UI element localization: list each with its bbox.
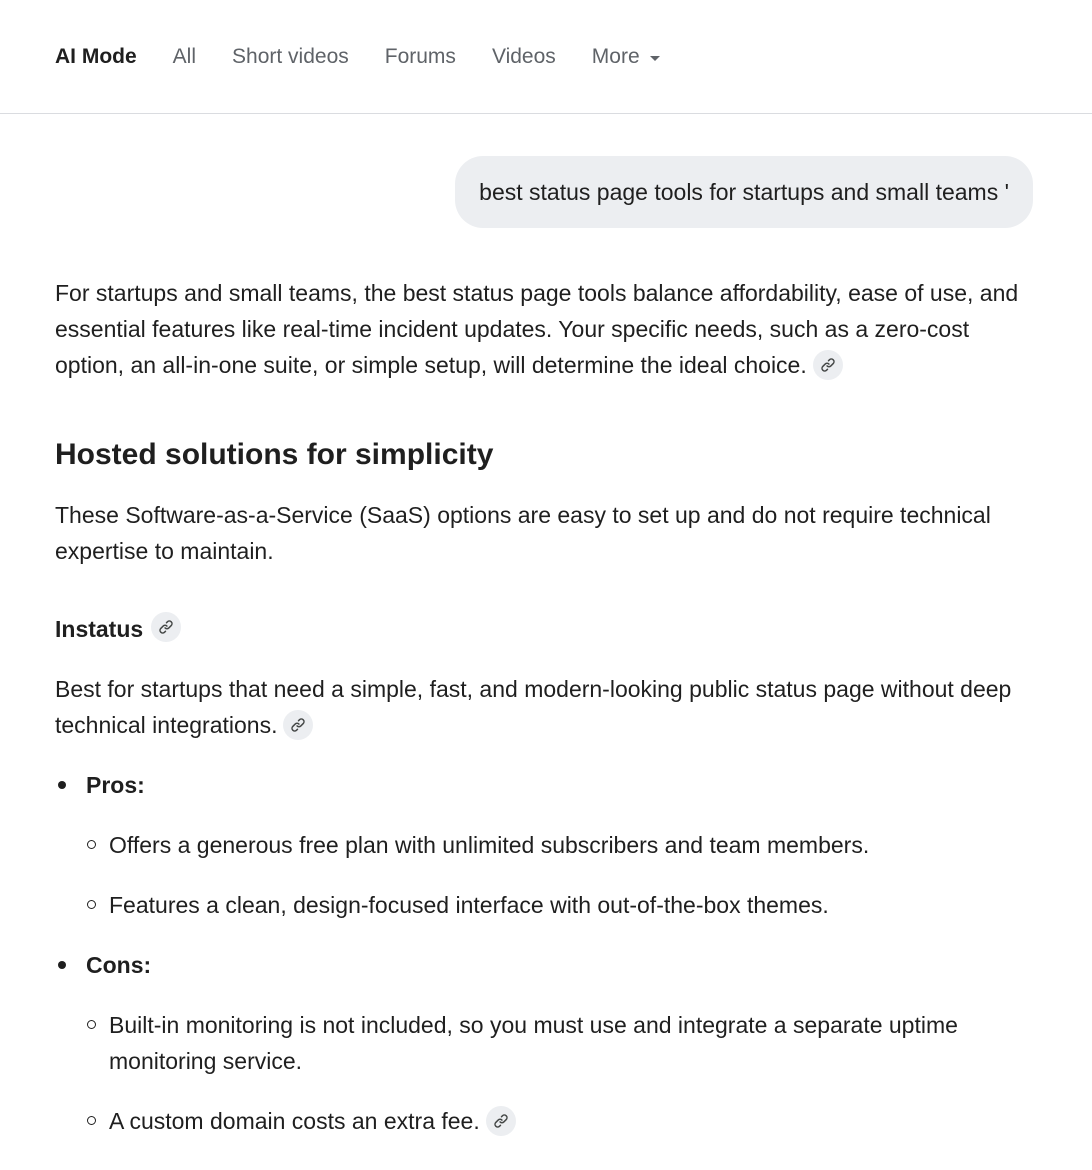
tab-short-videos[interactable]: [232, 42, 349, 72]
tab-label: AI Mode: [55, 45, 137, 68]
list-item: [86, 1007, 1029, 1079]
section-heading: Hosted solutions for simplicity: [55, 438, 494, 471]
tab-label: More: [591, 45, 640, 68]
sub-bullet: [87, 1116, 96, 1125]
cons-list: [55, 1007, 1035, 1139]
list-item: [86, 1103, 1029, 1139]
answer-intro: [55, 275, 1035, 383]
tool-description-text: Best for startups that need a simple, fast, and modern-looking public status page without deep technical integrations.: [55, 676, 1012, 738]
ai-answer: [55, 275, 1035, 1139]
link-icon[interactable]: [813, 350, 843, 380]
list-item: [86, 827, 1029, 863]
pros-item: [55, 767, 1035, 923]
search-tabs-bar: [0, 0, 1092, 114]
pros-cons-list: [55, 767, 1035, 1139]
user-query-bubble: best status page tools for startups and small teams ': [455, 156, 1033, 228]
sub-bullet: [87, 900, 96, 909]
tab-ai-mode[interactable]: [55, 42, 137, 72]
cons-item: [55, 947, 1035, 1139]
bullet: [58, 781, 66, 789]
link-icon[interactable]: [486, 1106, 516, 1136]
answer-intro-text: For startups and small teams, the best status page tools balance affordability, ease of use, and essential features like real-time incident updates. Your specific needs, such as a zero-cost option, an all-in-one suite, or simple setup, will determine the ideal choice.: [55, 280, 1019, 378]
tool-heading: [55, 611, 1035, 647]
tab-more[interactable]: [592, 42, 660, 72]
chevron-down-icon: [650, 56, 660, 61]
bullet: [58, 961, 66, 969]
tab-list: [55, 42, 696, 72]
link-icon[interactable]: [283, 710, 313, 740]
pros-list: [55, 827, 1035, 923]
tool-name: Instatus: [55, 616, 144, 642]
tab-label: Short videos: [232, 45, 349, 68]
pros-label: Pros:: [86, 772, 145, 798]
cons-label: Cons:: [86, 952, 152, 978]
list-item: [86, 887, 1029, 923]
tab-forums[interactable]: [385, 42, 456, 72]
sub-bullet: [87, 840, 96, 849]
pro-text: Features a clean, design-focused interface with out-of-the-box themes.: [109, 892, 829, 918]
section-lead: These Software-as-a-Service (SaaS) options are easy to set up and do not require technical expertise to maintain.: [55, 502, 991, 564]
tab-all[interactable]: [173, 42, 196, 72]
tool-description: [55, 671, 1035, 743]
user-query-container: [455, 156, 1033, 228]
tab-label: Forums: [384, 45, 456, 68]
pro-text: Offers a generous free plan with unlimited subscribers and team members.: [109, 832, 870, 858]
tab-label: Videos: [491, 45, 556, 68]
sub-bullet: [87, 1020, 96, 1029]
tab-label: All: [172, 45, 197, 68]
con-text: Built-in monitoring is not included, so you must use and integrate a separate uptime monitoring service.: [109, 1012, 958, 1074]
link-icon[interactable]: [151, 612, 181, 642]
con-text: A custom domain costs an extra fee.: [109, 1108, 480, 1134]
tab-videos[interactable]: [492, 42, 556, 72]
